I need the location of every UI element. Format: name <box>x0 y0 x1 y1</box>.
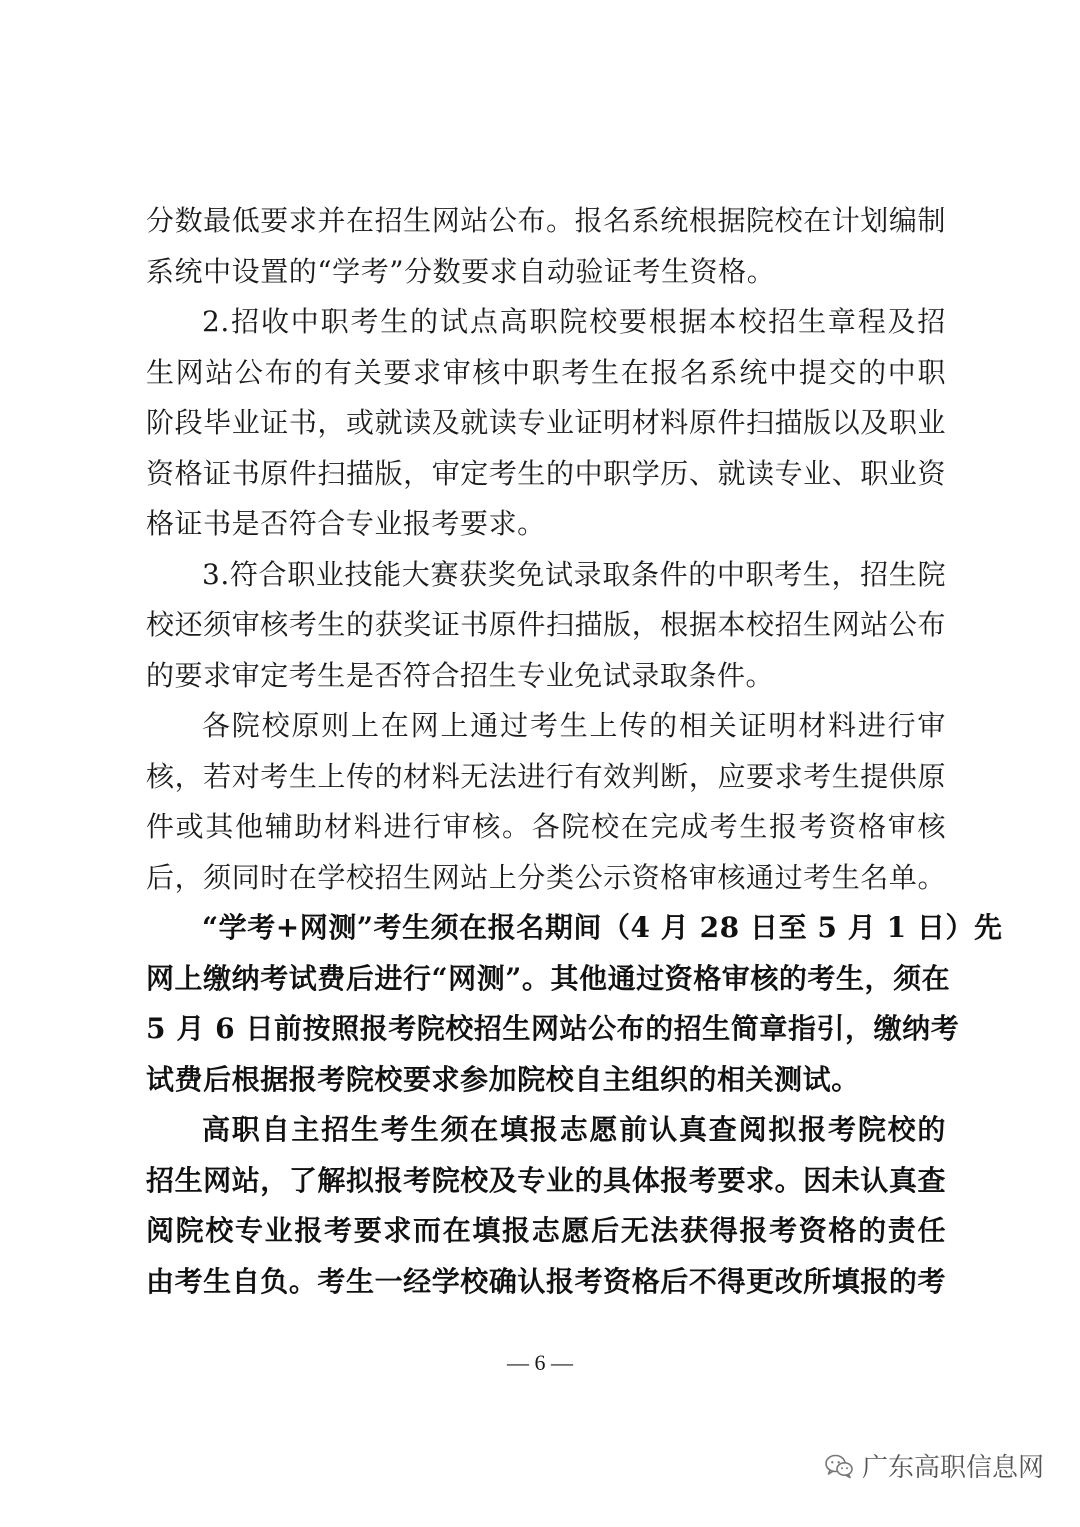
text-line: 阶段毕业证书，或就读及就读专业证明材料原件扫描版以及职业 <box>146 406 946 439</box>
text-line: 的要求审定考生是否符合招生专业免试录取条件。 <box>146 658 775 692</box>
text-line: 高职自主招生考生须在填报志愿前认真查阅拟报考院校的 <box>202 1113 946 1146</box>
text-line: 5 月 6 日前按照报考院校招生网站公布的招生简章指引，缴纳考 <box>146 1012 960 1045</box>
text-line: 系统中设置的“学考”分数要求自动验证考生资格。 <box>146 254 776 288</box>
text-line: “学考+网测”考生须在报名期间（4 月 28 日至 5 月 1 日）先 <box>202 911 1003 944</box>
paragraph-item-3 <box>146 550 946 702</box>
text-line: 网上缴纳考试费后进行“网测”。其他通过资格审核的考生，须在 <box>146 961 951 995</box>
text-line: 校还须审核考生的获奖证书原件扫描版，根据本校招生网站公布 <box>146 608 946 641</box>
text-line: 件或其他辅助材料进行审核。各院校在完成考生报考资格审核 <box>146 810 946 843</box>
text-line: 3.符合职业技能大赛获奖免试录取条件的中职考生，招生院 <box>202 557 946 591</box>
text-line: 生网站公布的有关要求审核中职考生在报名系统中提交的中职 <box>146 355 946 389</box>
paragraph-continuation <box>146 196 946 297</box>
paragraph-fee <box>146 903 1003 1105</box>
wechat-icon <box>824 1453 854 1479</box>
text-line: 分数最低要求并在招生网站公布。报名系统根据院校在计划编制 <box>146 204 946 237</box>
paragraph-responsibility <box>146 1105 946 1307</box>
text-line: 阅院校专业报考要求而在填报志愿后无法获得报考资格的责任 <box>146 1214 946 1247</box>
text-line: 后，须同时在学校招生网站上分类公示资格审核通过考生名单。 <box>146 860 946 894</box>
page-number: — 6 — <box>507 1350 573 1375</box>
text-line: 2.招收中职考生的试点高职院校要根据本校招生章程及招 <box>202 305 946 338</box>
paragraph-review <box>146 701 946 903</box>
text-line: 格证书是否符合专业报考要求。 <box>146 507 546 540</box>
text-line: 招生网站，了解拟报考院校及专业的具体报考要求。因未认真查 <box>146 1163 946 1197</box>
text-line: 核，若对考生上传的材料无法进行有效判断，应要求考生提供原 <box>146 759 946 793</box>
document-body <box>146 196 1003 1307</box>
text-line: 试费后根据报考院校要求参加院校自主组织的相关测试。 <box>146 1062 860 1096</box>
text-line: 各院校原则上在网上通过考生上传的相关证明材料进行审 <box>202 709 946 742</box>
watermark-text: 广东高职信息网 <box>861 1453 1044 1483</box>
paragraph-item-2 <box>146 297 946 550</box>
text-line: 资格证书原件扫描版，审定考生的中职学历、就读专业、职业资 <box>146 456 946 490</box>
text-line: 由考生自负。考生一经学校确认报考资格后不得更改所填报的考 <box>146 1264 946 1298</box>
watermark <box>824 1447 1044 1484</box>
